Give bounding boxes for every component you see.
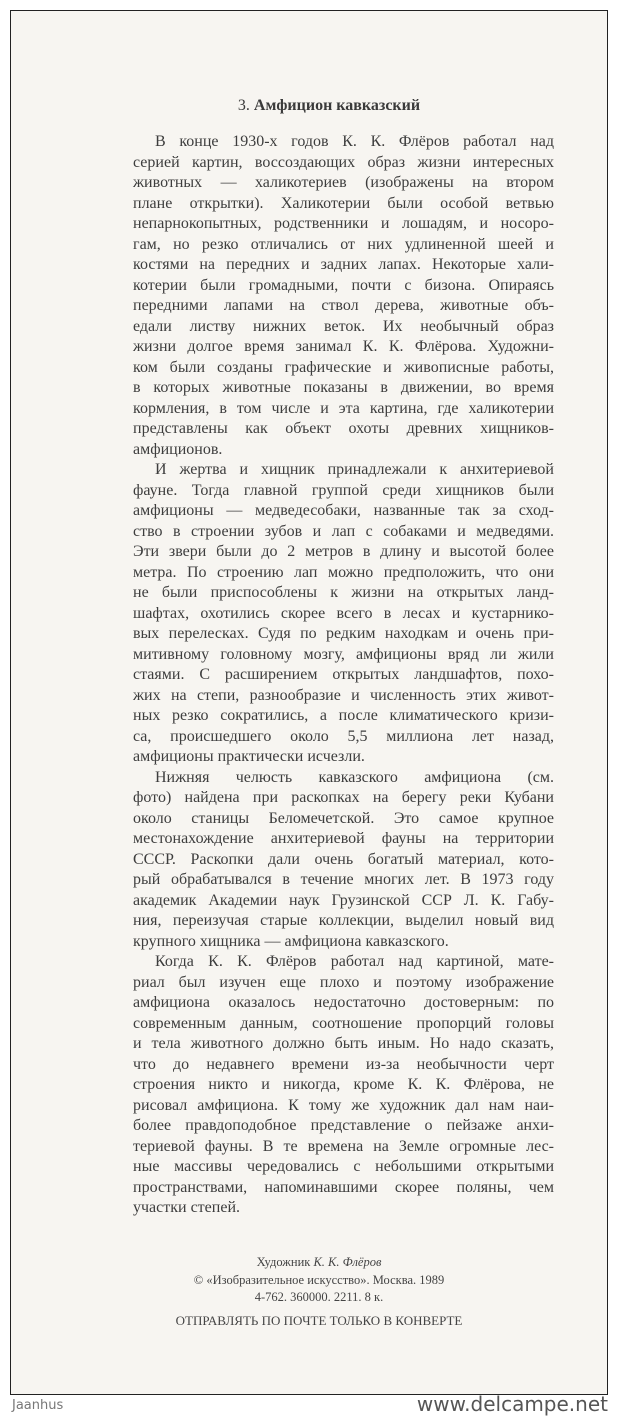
text-line: ные массивы чередовались с небольшими открытыми	[133, 1158, 554, 1175]
text-line: стаями. С расширением открытых ландшафтов, похо-	[133, 666, 554, 683]
text-line: участки степей.	[133, 1199, 240, 1216]
text-line: ния, переизучая старые коллекции, выделил новый вид	[133, 912, 554, 929]
text-line: местонахождение анхитериевой фауны на территории	[133, 830, 554, 847]
text-line: что до недавнего времени из-за необычности черт	[133, 1055, 554, 1073]
text-line: представлены как объект охоты древних хищников-	[133, 420, 554, 437]
text-line: кормления, в том числе и эта картина, где халикотерии	[133, 399, 554, 417]
text-line: академик Академии наук Грузинской ССР Л. К. Габу-	[133, 891, 554, 909]
text-line: митивному головному мозгу, амфиционы вряд ли жили	[133, 645, 554, 663]
text-line: ком были созданы графические и живописные работы,	[133, 358, 554, 376]
text-line: фауне. Тогда главной группой среди хищников были	[133, 481, 554, 499]
text-line: жизни долгое время занимал К. К. Флёрова. Художни-	[133, 338, 554, 355]
text-line: крупного хищника — амфициона кавказского.	[133, 932, 449, 950]
text-line: современным данным, соотношение пропорций головы	[133, 1014, 554, 1032]
copyright: © «Изобразительное искусство». Москва. 1989	[193, 1273, 445, 1287]
text-line: шафтах, охотились скорее всего в лесах и кустарнико-	[133, 604, 554, 622]
mail-notice: ОТПРАВЛЯТЬ ПО ПОЧТЕ ТОЛЬКО В КОНВЕРТЕ	[175, 1313, 463, 1328]
text-line: метра. По строению лап можно предположить, что они	[133, 563, 554, 581]
text-line: в которых животные показаны в движении, во время	[133, 379, 554, 396]
text-line: териевой фауны. В те времена на Земле огромные лес-	[133, 1137, 554, 1155]
text-line: амфиционы практически исчезли.	[133, 748, 365, 765]
watermark-left: Jaanhus	[12, 1398, 64, 1413]
text-line: ство в строении зубов и лап с собаками и медведями.	[133, 522, 554, 540]
text-line: ных резко сократились, а после климатического кризи-	[133, 707, 554, 724]
text-line: строения никто и никогда, кроме К. К. Флёрова, не	[133, 1076, 554, 1093]
text-line: около станицы Беломечетской. Это самое крупное	[133, 809, 554, 827]
artist-name: К. К. Флёров	[313, 1255, 382, 1269]
text-line: едали листву нижних веток. Их необычный образ	[133, 317, 554, 335]
text-line: В конце 1930-х годов К. К. Флёров работал над	[155, 133, 554, 150]
text-line: Эти звери были до 2 метров в длину и высотой более	[133, 543, 554, 560]
text-line: котерии были громадными, почти с бизона. Опираясь	[133, 276, 554, 294]
text-line: животных — халикотериев (изображены на втором	[133, 174, 554, 191]
title-number: 3.	[237, 97, 250, 114]
text-line: серией картин, воссоздающих образ жизни интересных	[133, 153, 554, 171]
text-line: амфиционов.	[133, 440, 223, 458]
text-line: рый обрабатывался в течение многих лет. В 1973 году	[133, 871, 554, 888]
text-line: костями на передних и задних лапах. Некоторые хали-	[133, 256, 554, 273]
artist-credit	[11, 1255, 607, 1270]
text-line: не были приспособлены к жизни на открытых ланд-	[133, 584, 554, 601]
print-info: 4-762. 360000. 2211. 8 к.	[254, 1290, 384, 1304]
text-line: вых перелесках. Судя по редким находкам и очень при-	[133, 625, 554, 642]
text-line: амфиционы — медведесобаки, названные так за сход-	[133, 502, 554, 519]
text-line: фото) найдена при раскопках на берегу реки Кубани	[133, 789, 554, 806]
article-body	[133, 132, 554, 1219]
text-line: рисовал амфициона. К тому же художник дал нам наи-	[133, 1096, 554, 1114]
text-line: Когда К. К. Флёров работал над картиной, мате-	[155, 953, 554, 970]
page-title	[11, 97, 607, 115]
title-text: Амфицион кавказский	[253, 97, 421, 114]
text-line: Нижняя челюсть кавказского амфициона (см.	[155, 768, 554, 786]
postcard-back	[10, 10, 608, 1395]
text-line: са, происшедшего около 5,5 миллиона лет назад,	[133, 727, 554, 745]
text-line: передними лапами на ствол дерева, животные объ-	[133, 297, 554, 314]
text-line: жих на степи, разнообразие и численность этих живот-	[133, 686, 554, 704]
text-line: непарнокопытных, родственники и лошадям, и носоро-	[133, 215, 554, 232]
text-line: СССР. Раскопки дали очень богатый материал, кото-	[133, 850, 554, 868]
text-line: и тела животного должно быть иным. Но надо сказать,	[133, 1035, 554, 1052]
text-line: амфициона оказалось недостаточно достоверным: по	[133, 994, 554, 1011]
text-line: пространствами, напоминавшими скорее поляны, чем	[133, 1178, 554, 1196]
text-line: гам, но резко отличались от них удлиненной шеей и	[133, 235, 554, 253]
watermark-right: www.delcampe.net	[416, 1392, 608, 1416]
text-line: риал был изучен еще плохо и поэтому изображение	[133, 973, 554, 991]
text-line: плане открытки). Халикотерии были особой ветвью	[133, 194, 554, 212]
text-line: более правдоподобное представление о пейзаже анхи-	[133, 1117, 554, 1134]
text-line: И жертва и хищник принадлежали к анхитериевой	[155, 461, 554, 478]
artist-label: Художник	[256, 1255, 311, 1269]
